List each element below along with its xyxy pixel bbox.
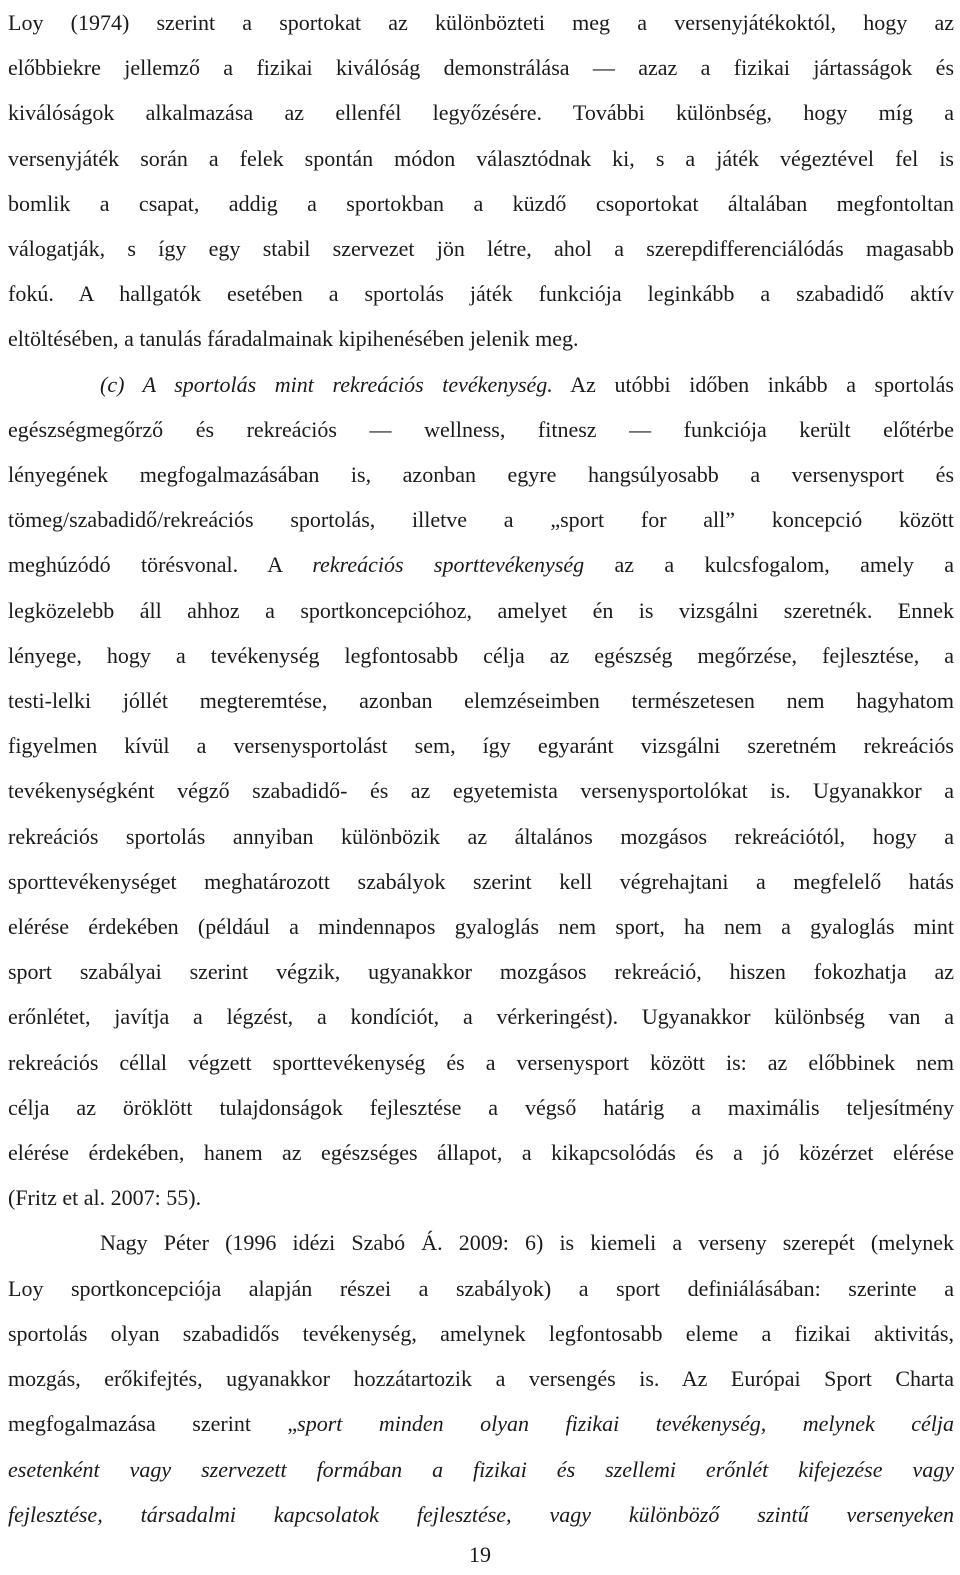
text-segment: az a kulcsfogalom, amely a (584, 552, 954, 578)
italic-text: esetenként vagy szervezett formában a fizikai és szellemi erőnlét kifejezése vagy (8, 1456, 954, 1482)
text-segment: versenyjáték során a felek spontán módon választódnak ki, s a játék végeztével fel is (8, 145, 954, 171)
text-line (8, 1356, 954, 1401)
text-segment: Loy sportkoncepciója alapján részei a szabályok) a sport definiálásában: szerinte a (8, 1275, 954, 1301)
text-segment: kiválóságok alkalmazása az ellenfél legyőzésére. További különbség, hogy míg a (8, 100, 954, 126)
text-line (8, 0, 954, 45)
text-segment: tömeg/szabadidő/rekreációs sportolás, illetve a „sport for all” koncepció között (8, 507, 954, 533)
text-segment: sport szabályai szerint végzik, ugyanakkor mozgásos rekreáció, hiszen fokozhatja az (8, 959, 954, 985)
text-segment: mozgás, erőkifejtés, ugyanakkor hozzátartozik a versengés is. Az Európai Sport Charta (8, 1366, 954, 1392)
text-line (8, 497, 954, 542)
italic-text: fejlesztése, társadalmi kapcsolatok fejlesztése, vagy különböző szintű versenyeken (8, 1501, 954, 1527)
text-line (8, 678, 954, 723)
text-line (8, 633, 954, 678)
text-line (8, 407, 954, 452)
text-segment: (Fritz et al. 2007: 55). (8, 1185, 202, 1211)
text-segment: testi-lelki jóllét megteremtése, azonban elemzéseimben természetesen nem hagyhatom (8, 688, 954, 714)
italic-text: rekreációs sporttevékenység (312, 552, 585, 578)
text-segment: elérése érdekében, hanem az egészséges állapot, a kikapcsolódás és a jó közérzet elérése (8, 1140, 954, 1166)
italic-text: sport minden olyan fizikai tevékenység, melynek célja (297, 1411, 954, 1437)
text-segment: meghúzódó törésvonal. A (8, 552, 313, 578)
italic-text: (c) A sportolás mint rekreációs tevékenység. (100, 371, 553, 397)
text-line (8, 1040, 954, 1085)
text-line (8, 452, 954, 497)
text-line (8, 1220, 954, 1265)
text-line (8, 859, 954, 904)
text-segment: Nagy Péter (1996 idézi Szabó Á. 2009: 6) is kiemeli a verseny szerepét (melynek (100, 1230, 954, 1256)
text-segment: Az utóbbi időben inkább a sportolás (552, 371, 954, 397)
text-segment: elérése érdekében (például a mindennapos gyaloglás nem sport, ha nem a gyaloglás mint (8, 914, 954, 940)
text-line (8, 1447, 954, 1492)
text-segment: rekreációs céllal végzett sporttevékenység és a versenysport között is: az előbbinek nem (8, 1049, 954, 1075)
text-line (8, 588, 954, 633)
text-segment: megfogalmazása szerint „ (8, 1411, 298, 1437)
text-line (8, 45, 954, 90)
text-segment: Loy (1974) szerint a sportokat az különbözteti meg a versenyjátékoktól, hogy az (8, 10, 954, 35)
text-segment: lényege, hogy a tevékenység legfontosabb célja az egészség megőrzése, fejlesztése, a (8, 642, 954, 668)
text-segment: fokú. A hallgatók esetében a sportolás játék funkciója leginkább a szabadidő aktív (8, 281, 954, 307)
text-segment: eltöltésében, a tanulás fáradalmainak kipihenésében jelenik meg. (8, 326, 579, 352)
text-line (8, 271, 954, 316)
document-body (8, 0, 954, 1537)
text-segment: legközelebb áll ahhoz a sportkoncepcióhoz, amelyet én is vizsgálni szeretnék. Ennek (8, 597, 954, 623)
text-line (8, 1401, 954, 1446)
text-line (8, 1266, 954, 1311)
text-line (8, 904, 954, 949)
text-line (8, 226, 954, 271)
text-line (8, 1085, 954, 1130)
text-line (8, 316, 954, 361)
page-number: 19 (469, 1542, 491, 1567)
text-line (8, 181, 954, 226)
text-line (8, 814, 954, 859)
text-segment: bomlik a csapat, addig a sportokban a küzdő csoportokat általában megfontoltan (8, 190, 954, 216)
text-segment: egészségmegőrző és rekreációs — wellness, fitnesz — funkciója került előtérbe (8, 416, 954, 442)
text-line (8, 1311, 954, 1356)
text-line (8, 949, 954, 994)
text-segment: célja az öröklött tulajdonságok fejlesztése a végső határig a maximális teljesítmény (8, 1094, 954, 1120)
text-segment: sporttevékenységet meghatározott szabályok szerint kell végrehajtani a megfelelő hatás (8, 868, 954, 894)
text-line (8, 1130, 954, 1175)
text-line (8, 136, 954, 181)
text-segment: sportolás olyan szabadidős tevékenység, amelynek legfontosabb eleme a fizikai aktivitás, (8, 1320, 954, 1346)
text-segment: lényegének megfogalmazásában is, azonban egyre hangsúlyosabb a versenysport és (8, 462, 954, 488)
text-segment: válogatják, s így egy stabil szervezet jön létre, ahol a szerepdifferenciálódás magasabb (8, 236, 954, 262)
text-line (8, 90, 954, 135)
text-segment: figyelmen kívül a versenysportolást sem, így egyaránt vizsgálni szeretném rekreációs (8, 733, 954, 759)
text-segment: előbbiekre jellemző a fizikai kiválóság demonstrálása — azaz a fizikai jártasságok és (8, 55, 954, 81)
text-line (8, 362, 954, 407)
text-line (8, 1492, 954, 1537)
text-segment: rekreációs sportolás annyiban különbözik az általános mozgásos rekreációtól, hogy a (8, 823, 954, 849)
text-line (8, 768, 954, 813)
text-line (8, 723, 954, 768)
text-segment: erőnlétet, javítja a légzést, a kondíciót, a vérkeringést). Ugyanakkor különbség van a (8, 1004, 954, 1030)
text-line (8, 542, 954, 587)
text-line (8, 1175, 954, 1220)
text-line (8, 994, 954, 1039)
text-segment: tevékenységként végző szabadidő- és az egyetemista versenysportolókat is. Ugyanakkor a (8, 778, 954, 804)
